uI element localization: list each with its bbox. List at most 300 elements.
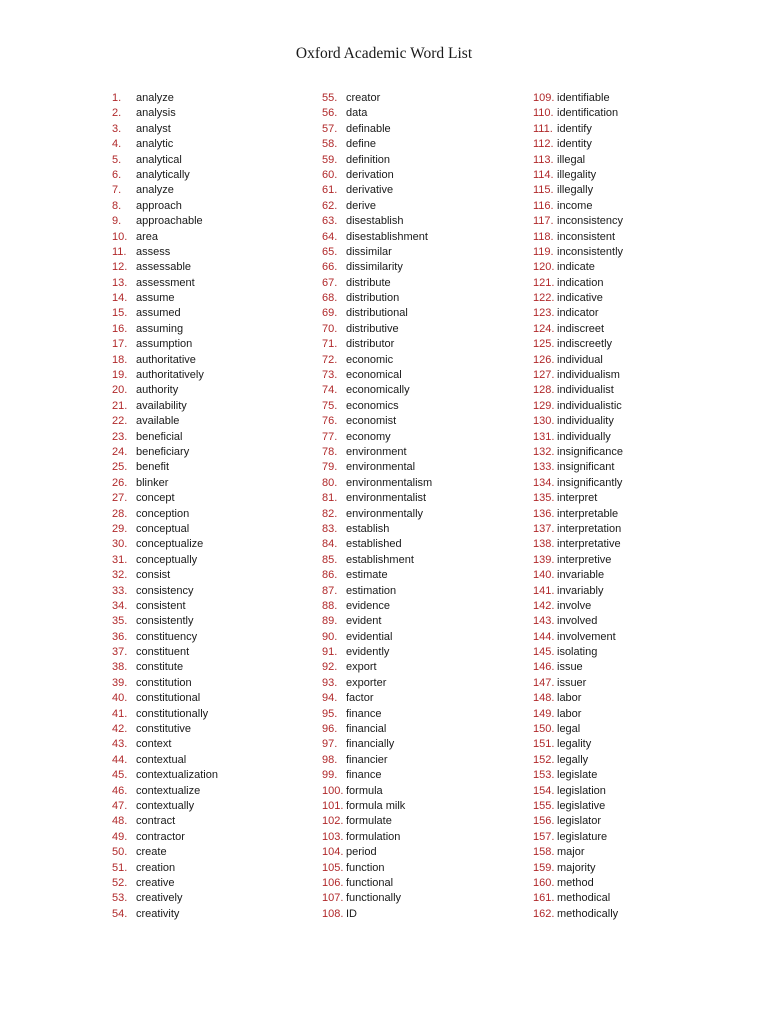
list-item xyxy=(322,891,432,906)
list-item xyxy=(533,260,623,275)
list-item xyxy=(322,568,432,583)
item-number: 93. xyxy=(322,676,338,689)
list-item xyxy=(533,691,623,706)
item-number: 114. xyxy=(533,168,554,181)
item-number: 105. xyxy=(322,861,344,874)
list-item xyxy=(112,645,218,660)
item-number: 10. xyxy=(112,230,128,243)
item-number: 145. xyxy=(533,646,555,659)
item-word: environment xyxy=(346,445,407,458)
item-word: contextual xyxy=(136,753,187,766)
list-item xyxy=(322,368,432,383)
list-item xyxy=(322,599,432,614)
item-number: 126. xyxy=(533,353,555,366)
item-word: disestablish xyxy=(346,215,404,228)
list-item xyxy=(533,430,623,445)
item-word: functionally xyxy=(346,892,402,905)
item-number: 4. xyxy=(112,138,122,151)
item-number: 65. xyxy=(322,245,338,258)
item-word: derivative xyxy=(346,184,394,197)
item-word: individuality xyxy=(557,415,614,428)
item-word: finance xyxy=(346,707,382,720)
item-word: assessment xyxy=(136,276,195,289)
list-item xyxy=(112,845,218,860)
item-number: 142. xyxy=(533,599,555,612)
list-item xyxy=(112,753,218,768)
list-item xyxy=(112,306,218,321)
list-item xyxy=(322,861,432,876)
item-number: 78. xyxy=(322,445,338,458)
list-item xyxy=(533,322,623,337)
list-item xyxy=(533,476,623,491)
list-item xyxy=(322,199,432,214)
list-item xyxy=(322,306,432,321)
item-number: 11. xyxy=(112,245,127,258)
item-number: 34. xyxy=(112,599,128,612)
list-item xyxy=(322,183,432,198)
item-number: 45. xyxy=(112,769,128,782)
item-number: 108. xyxy=(322,907,344,920)
item-number: 20. xyxy=(112,384,128,397)
item-number: 109. xyxy=(533,92,555,104)
item-number: 21. xyxy=(112,399,128,412)
item-number: 48. xyxy=(112,815,128,828)
item-word: labor xyxy=(557,707,582,720)
item-word: labor xyxy=(557,692,582,705)
list-item xyxy=(533,861,623,876)
item-number: 75. xyxy=(322,399,338,412)
item-number: 72. xyxy=(322,353,338,366)
item-word: formula milk xyxy=(346,799,406,812)
list-item xyxy=(112,861,218,876)
item-number: 40. xyxy=(112,692,128,705)
item-word: interpretation xyxy=(557,522,622,535)
item-number: 5. xyxy=(112,153,122,166)
item-word: assess xyxy=(136,245,171,258)
item-word: evident xyxy=(346,615,382,628)
list-item xyxy=(112,183,218,198)
item-word: consistently xyxy=(136,615,194,628)
item-word: economical xyxy=(346,369,402,382)
item-number: 81. xyxy=(322,492,338,505)
list-item xyxy=(322,168,432,183)
item-word: define xyxy=(346,138,376,151)
list-item xyxy=(112,353,218,368)
item-word: contextualization xyxy=(136,769,218,782)
item-number: 116. xyxy=(533,199,554,212)
list-item xyxy=(533,522,623,537)
item-number: 87. xyxy=(322,584,338,597)
list-item xyxy=(322,445,432,460)
item-word: identifiable xyxy=(557,92,610,104)
item-number: 162. xyxy=(533,907,555,920)
item-word: contextually xyxy=(136,799,195,812)
item-number: 50. xyxy=(112,846,128,859)
item-number: 59. xyxy=(322,153,338,166)
item-word: illegal xyxy=(557,153,586,166)
item-word: inconsistently xyxy=(557,245,624,258)
item-number: 69. xyxy=(322,307,338,320)
item-number: 106. xyxy=(322,876,344,889)
list-item xyxy=(322,460,432,475)
item-number: 159. xyxy=(533,861,555,874)
item-number: 39. xyxy=(112,676,128,689)
item-word: legislative xyxy=(557,799,606,812)
item-number: 134. xyxy=(533,476,555,489)
item-number: 66. xyxy=(322,261,338,274)
item-word: assumption xyxy=(136,338,193,351)
list-item xyxy=(322,537,432,552)
item-word: contract xyxy=(136,815,176,828)
item-number: 57. xyxy=(322,122,338,135)
item-number: 38. xyxy=(112,661,128,674)
item-number: 32. xyxy=(112,569,128,582)
item-number: 155. xyxy=(533,799,555,812)
list-item xyxy=(322,799,432,814)
item-word: environmentally xyxy=(346,507,424,520)
list-item xyxy=(112,322,218,337)
list-item xyxy=(112,337,218,352)
item-number: 92. xyxy=(322,661,338,674)
list-item xyxy=(112,537,218,552)
item-word: blinker xyxy=(136,476,169,489)
list-item xyxy=(112,830,218,845)
item-number: 115. xyxy=(533,184,554,197)
item-number: 98. xyxy=(322,753,338,766)
item-number: 100. xyxy=(322,784,344,797)
item-number: 146. xyxy=(533,661,555,674)
item-word: issue xyxy=(557,661,583,674)
list-item xyxy=(533,553,623,568)
list-item xyxy=(533,614,623,629)
list-item xyxy=(533,214,623,229)
item-number: 103. xyxy=(322,830,344,843)
list-item xyxy=(322,645,432,660)
list-item xyxy=(533,784,623,799)
item-number: 83. xyxy=(322,522,338,535)
list-item xyxy=(533,907,623,922)
list-item xyxy=(322,753,432,768)
list-item xyxy=(112,630,218,645)
list-item xyxy=(533,445,623,460)
list-item xyxy=(533,753,623,768)
list-item xyxy=(112,522,218,537)
list-item xyxy=(112,430,218,445)
list-item xyxy=(322,260,432,275)
item-word: analyze xyxy=(136,184,174,197)
item-number: 42. xyxy=(112,723,128,736)
item-word: assume xyxy=(136,292,175,305)
item-number: 158. xyxy=(533,846,555,859)
item-word: identity xyxy=(557,138,592,151)
item-word: constitutional xyxy=(136,692,201,705)
item-word: concept xyxy=(136,492,175,505)
item-word: interpret xyxy=(557,492,598,505)
item-number: 113. xyxy=(533,153,554,166)
item-word: individualistic xyxy=(557,399,622,412)
item-word: inconsistent xyxy=(557,230,616,243)
item-word: distribution xyxy=(346,292,400,305)
item-word: creation xyxy=(136,861,176,874)
item-word: data xyxy=(346,107,368,120)
list-item xyxy=(112,676,218,691)
list-item xyxy=(533,91,623,106)
list-item xyxy=(112,199,218,214)
item-number: 143. xyxy=(533,615,555,628)
item-number: 80. xyxy=(322,476,338,489)
item-word: legislator xyxy=(557,815,602,828)
item-word: isolating xyxy=(557,646,598,659)
list-item xyxy=(112,876,218,891)
item-number: 16. xyxy=(112,322,128,335)
item-word: formulate xyxy=(346,815,392,828)
item-number: 47. xyxy=(112,799,128,812)
list-item xyxy=(112,460,218,475)
item-word: period xyxy=(346,846,377,859)
list-item xyxy=(322,476,432,491)
list-item xyxy=(112,568,218,583)
list-item xyxy=(322,907,432,922)
item-word: distributor xyxy=(346,338,395,351)
item-word: interpretative xyxy=(557,538,621,551)
item-word: interpretable xyxy=(557,507,619,520)
list-item xyxy=(322,337,432,352)
item-number: 22. xyxy=(112,415,128,428)
item-number: 160. xyxy=(533,876,555,889)
item-number: 104. xyxy=(322,846,344,859)
item-number: 148. xyxy=(533,692,555,705)
item-word: consistency xyxy=(136,584,194,597)
item-number: 120. xyxy=(533,261,555,274)
item-number: 76. xyxy=(322,415,338,428)
item-word: constituency xyxy=(136,630,198,643)
item-word: economics xyxy=(346,399,399,412)
list-item xyxy=(533,845,623,860)
list-item xyxy=(322,230,432,245)
item-word: beneficial xyxy=(136,430,183,443)
item-word: indicative xyxy=(557,292,603,305)
item-number: 157. xyxy=(533,830,555,843)
item-number: 14. xyxy=(112,292,128,305)
item-word: analyst xyxy=(136,122,171,135)
item-word: conceptual xyxy=(136,522,190,535)
item-word: factor xyxy=(346,692,374,705)
item-word: involved xyxy=(557,615,598,628)
item-word: methodical xyxy=(557,892,611,905)
list-item xyxy=(112,491,218,506)
list-item xyxy=(112,291,218,306)
list-item xyxy=(112,799,218,814)
list-item xyxy=(533,568,623,583)
list-item xyxy=(533,891,623,906)
item-word: methodically xyxy=(557,907,619,920)
list-item xyxy=(533,507,623,522)
item-word: indiscreet xyxy=(557,322,605,335)
item-word: environmental xyxy=(346,461,416,474)
item-number: 107. xyxy=(322,892,344,905)
item-number: 74. xyxy=(322,384,338,397)
item-number: 31. xyxy=(112,553,128,566)
list-item xyxy=(112,722,218,737)
list-item xyxy=(112,784,218,799)
list-item xyxy=(533,383,623,398)
item-number: 123. xyxy=(533,307,555,320)
item-word: assumed xyxy=(136,307,181,320)
item-word: indicate xyxy=(557,261,595,274)
item-number: 54. xyxy=(112,907,128,920)
item-number: 89. xyxy=(322,615,338,628)
list-item xyxy=(112,691,218,706)
list-item xyxy=(533,876,623,891)
item-word: approach xyxy=(136,199,182,212)
list-item xyxy=(322,630,432,645)
item-word: conceptually xyxy=(136,553,198,566)
item-word: method xyxy=(557,876,594,889)
item-word: distributional xyxy=(346,307,408,320)
item-word: insignificant xyxy=(557,461,615,474)
list-item xyxy=(533,676,623,691)
item-number: 156. xyxy=(533,815,555,828)
item-number: 37. xyxy=(112,646,128,659)
list-item xyxy=(322,353,432,368)
item-word: identify xyxy=(557,122,592,135)
item-number: 139. xyxy=(533,553,555,566)
item-number: 112. xyxy=(533,138,554,151)
item-number: 110. xyxy=(533,107,554,120)
item-number: 35. xyxy=(112,615,128,628)
item-number: 12. xyxy=(112,261,128,274)
item-number: 131. xyxy=(533,430,555,443)
list-item xyxy=(533,814,623,829)
item-number: 18. xyxy=(112,353,128,366)
item-word: dissimilar xyxy=(346,245,392,258)
list-item xyxy=(533,168,623,183)
list-item xyxy=(112,153,218,168)
list-item xyxy=(322,553,432,568)
item-number: 46. xyxy=(112,784,128,797)
item-word: constitution xyxy=(136,676,192,689)
list-item xyxy=(112,445,218,460)
item-number: 63. xyxy=(322,215,338,228)
item-word: economist xyxy=(346,415,397,428)
item-number: 111. xyxy=(533,122,553,135)
item-number: 49. xyxy=(112,830,128,843)
item-word: assessable xyxy=(136,261,192,274)
list-item xyxy=(112,507,218,522)
item-number: 41. xyxy=(112,707,128,720)
item-number: 85. xyxy=(322,553,338,566)
item-number: 130. xyxy=(533,415,555,428)
item-number: 82. xyxy=(322,507,338,520)
item-word: distribute xyxy=(346,276,391,289)
list-item xyxy=(533,306,623,321)
item-number: 133. xyxy=(533,461,555,474)
item-word: economic xyxy=(346,353,394,366)
item-word: analytically xyxy=(136,168,190,181)
item-word: derivation xyxy=(346,168,394,181)
item-word: contractor xyxy=(136,830,185,843)
list-item xyxy=(112,476,218,491)
item-number: 19. xyxy=(112,369,128,382)
item-word: availability xyxy=(136,399,187,412)
item-word: ID xyxy=(346,907,357,920)
list-item xyxy=(533,630,623,645)
item-word: contextualize xyxy=(136,784,201,797)
item-word: established xyxy=(346,538,402,551)
item-word: financially xyxy=(346,738,395,751)
item-number: 161. xyxy=(533,892,555,905)
item-number: 43. xyxy=(112,738,128,751)
item-word: analytic xyxy=(136,138,174,151)
list-item xyxy=(533,768,623,783)
page-title: Oxford Academic Word List xyxy=(295,45,473,62)
item-number: 122. xyxy=(533,292,555,305)
item-word: conception xyxy=(136,507,190,520)
item-word: involve xyxy=(557,599,592,612)
list-item xyxy=(322,784,432,799)
item-number: 52. xyxy=(112,876,128,889)
item-word: majority xyxy=(557,861,596,874)
item-number: 62. xyxy=(322,199,338,212)
list-item xyxy=(112,260,218,275)
item-word: invariably xyxy=(557,584,604,597)
list-item xyxy=(112,599,218,614)
list-item xyxy=(112,245,218,260)
item-word: dissimilarity xyxy=(346,261,403,274)
list-item xyxy=(533,230,623,245)
item-word: function xyxy=(346,861,385,874)
item-number: 67. xyxy=(322,276,338,289)
list-item xyxy=(112,106,218,121)
item-word: constitute xyxy=(136,661,184,674)
list-item xyxy=(533,199,623,214)
item-number: 150. xyxy=(533,723,555,736)
item-number: 84. xyxy=(322,538,338,551)
item-number: 55. xyxy=(322,92,338,104)
item-word: conceptualize xyxy=(136,538,204,551)
list-item xyxy=(322,106,432,121)
list-item xyxy=(112,814,218,829)
item-number: 25. xyxy=(112,461,128,474)
item-word: estimation xyxy=(346,584,397,597)
item-word: disestablishment xyxy=(346,230,428,243)
item-number: 36. xyxy=(112,630,128,643)
list-item xyxy=(533,106,623,121)
item-word: export xyxy=(346,661,377,674)
item-word: context xyxy=(136,738,172,751)
item-number: 119. xyxy=(533,245,554,258)
item-number: 13. xyxy=(112,276,128,289)
list-item xyxy=(322,507,432,522)
item-word: consistent xyxy=(136,599,186,612)
item-number: 58. xyxy=(322,138,338,151)
list-item xyxy=(533,737,623,752)
item-word: evidence xyxy=(346,599,391,612)
item-number: 144. xyxy=(533,630,555,643)
item-number: 151. xyxy=(533,738,555,751)
item-word: legally xyxy=(557,753,589,766)
item-number: 127. xyxy=(533,369,555,382)
list-item xyxy=(112,737,218,752)
item-word: evidential xyxy=(346,630,393,643)
item-number: 1. xyxy=(112,92,122,104)
list-item xyxy=(322,737,432,752)
list-item xyxy=(322,584,432,599)
item-word: evidently xyxy=(346,646,390,659)
item-number: 71. xyxy=(322,338,338,351)
list-item xyxy=(533,707,623,722)
item-word: analysis xyxy=(136,107,176,120)
